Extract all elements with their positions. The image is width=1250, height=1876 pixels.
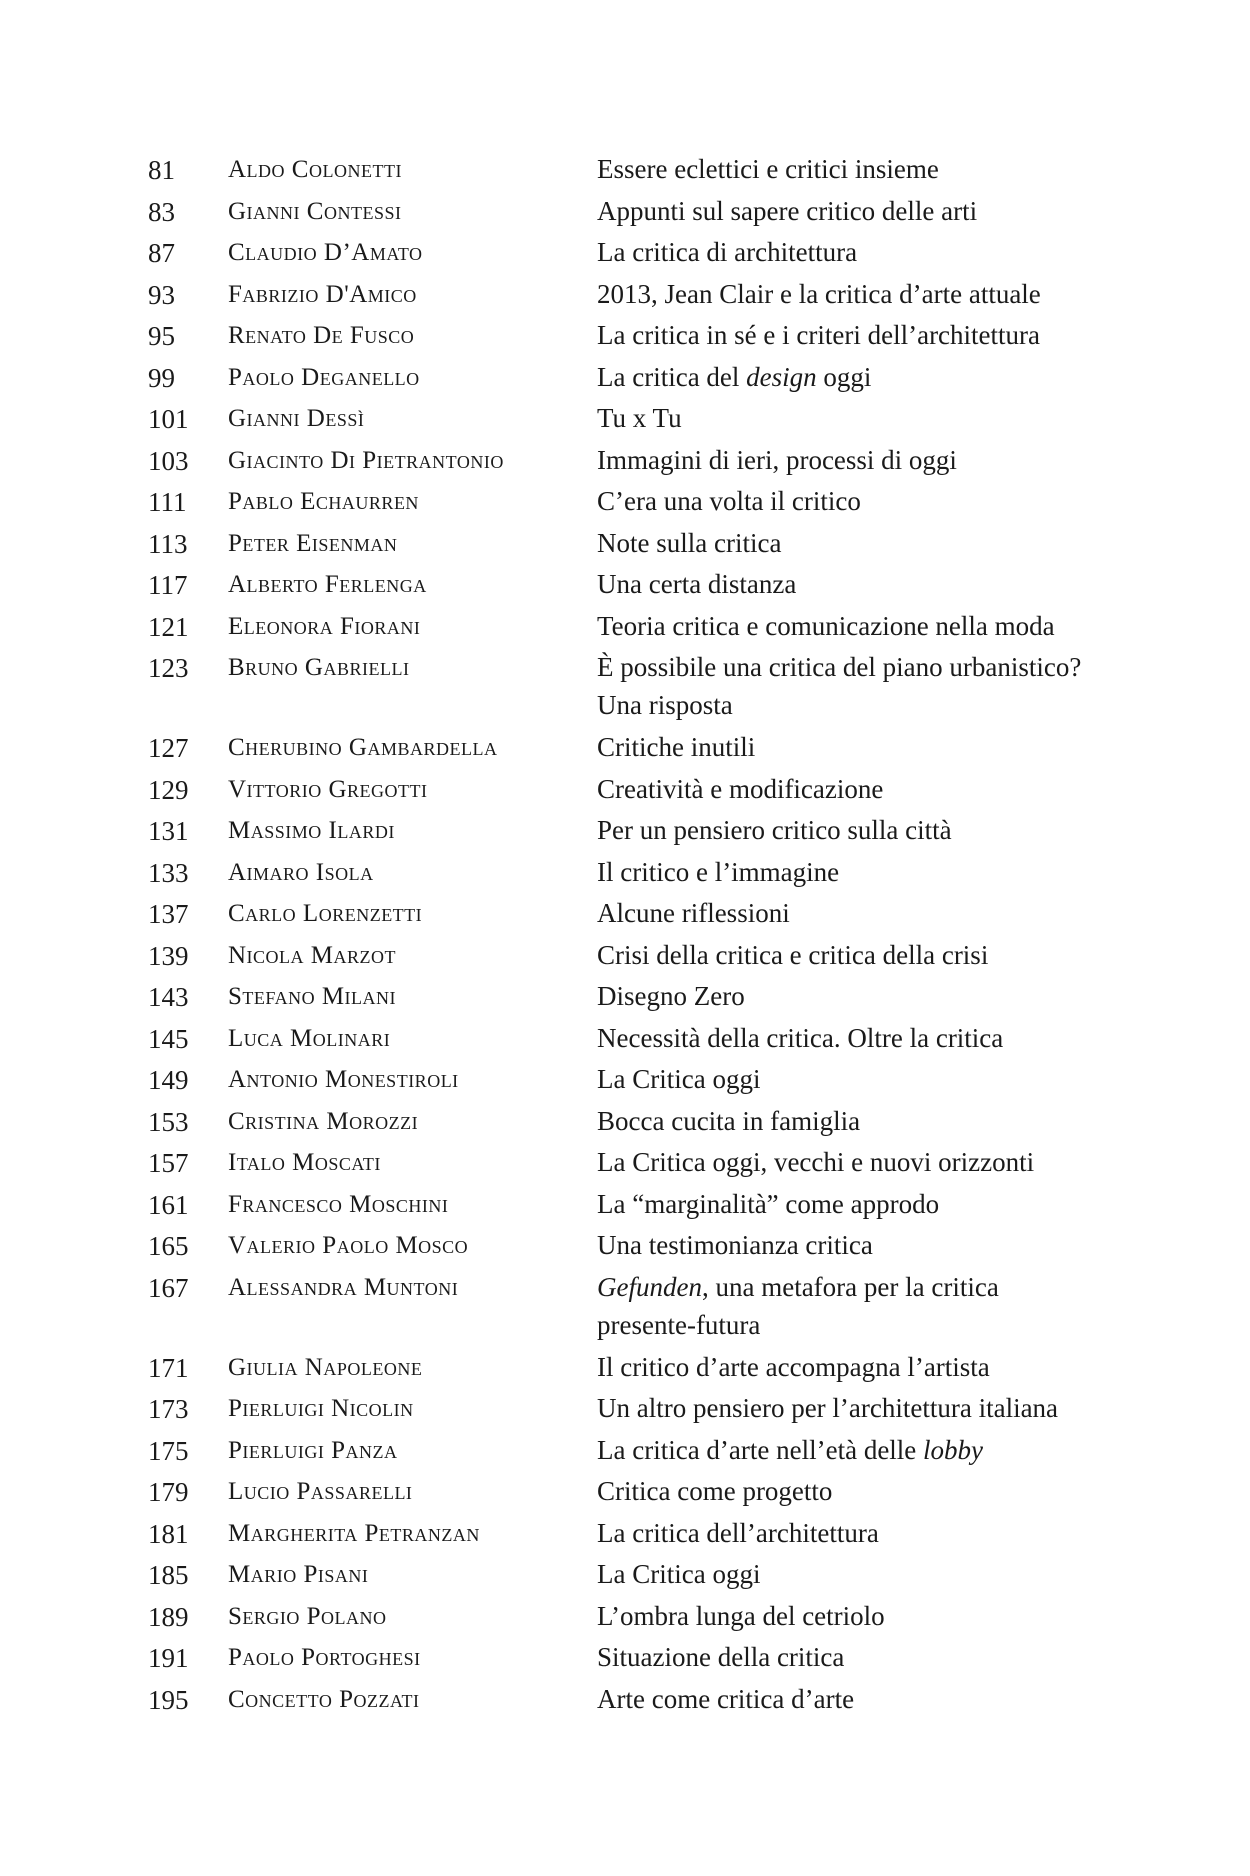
page-number: 179 [148,1477,189,1507]
page-number: 117 [148,570,188,600]
page-number: 143 [148,982,189,1012]
page-number: 101 [148,404,189,434]
toc-entry [0,565,1250,607]
essay-title: Situazione della critica [597,1642,845,1672]
author-name: Cherubino Gambardella [228,734,498,761]
page-number: 167 [148,1272,189,1303]
toc-entry [0,1143,1250,1185]
essay-title: Essere eclettici e critici insieme [597,154,939,184]
page-number: 129 [148,774,189,805]
author-name: Sergio Polano [228,1602,387,1630]
page-number: 83 [148,196,175,227]
author-name: Paolo Portoghesi [228,1644,421,1671]
essay-title: La critica di architettura [597,237,858,267]
page-number: 133 [148,857,189,888]
toc-entry [0,1185,1250,1227]
page-number: 165 [148,1231,189,1261]
essay-title: Alcune riflessioni [597,898,790,928]
toc-entry [0,1638,1250,1680]
toc-entry [0,770,1250,812]
essay-title: Tu x Tu [597,403,682,433]
essay-title: Una certa distanza [597,569,797,599]
essay-title: Crisi della critica e critica della crisi [597,939,989,970]
toc-entry [0,607,1250,649]
page-number: 149 [148,1065,189,1095]
essay-title: La Critica oggi, vecchi e nuovi orizzonti [597,1147,1035,1177]
author-name: Carlo Lorenzetti [228,900,423,927]
author-name: Vittorio Gregotti [228,775,428,803]
page-number: 173 [148,1394,189,1424]
table-of-contents [0,150,1250,1721]
essay-title: La critica d’arte nell’età delle lobby [597,1434,984,1465]
toc-entry [0,192,1250,234]
toc-entry [0,853,1250,895]
essay-title: La Critica oggi [597,1064,761,1094]
toc-entry [0,1348,1250,1390]
toc-entry [0,482,1250,524]
author-name: Aimaro Isola [228,858,374,886]
toc-entry [0,1555,1250,1597]
toc-entry [0,1680,1250,1722]
toc-entry [0,316,1250,358]
toc-entry [0,1268,1250,1348]
page-number: 127 [148,733,189,763]
author-name: Aldo Colonetti [228,156,402,183]
author-name: Gianni Contessi [228,197,402,225]
author-name: Stefano Milani [228,983,397,1010]
page-number: 181 [148,1518,189,1549]
author-name: Pierluigi Panza [228,1436,398,1464]
essay-title: 2013, Jean Clair e la critica d’arte attuale [597,278,1041,309]
toc-entry [0,1514,1250,1556]
author-name: Pablo Echaurren [228,488,419,515]
page-number: 87 [148,238,175,268]
toc-entry [0,894,1250,936]
essay-title: Arte come critica d’arte [597,1683,855,1714]
author-name: Francesco Moschini [228,1190,449,1218]
page-number: 191 [148,1643,189,1673]
author-name: Cristina Morozzi [228,1107,419,1135]
page-number: 145 [148,1023,189,1054]
page-number: 137 [148,899,189,929]
essay-title: Disegno Zero [597,981,745,1011]
author-name: Massimo Ilardi [228,817,395,844]
author-name: Pierluigi Nicolin [228,1395,414,1422]
author-name: Valerio Paolo Mosco [228,1232,469,1259]
author-name: Peter Eisenman [228,529,398,557]
toc-entry [0,233,1250,275]
page-number: 121 [148,611,189,642]
author-name: Lucio Passarelli [228,1478,413,1505]
author-name: Renato De Fusco [228,322,415,349]
page-number: 189 [148,1601,189,1632]
toc-entry [0,977,1250,1019]
toc-entry [0,936,1250,978]
toc-entry [0,1431,1250,1473]
essay-title: La critica in sé e i criteri dell’architettura [597,320,1041,350]
author-name: Alberto Ferlenga [228,571,427,598]
essay-title: L’ombra lunga del cetriolo [597,1600,885,1631]
page-number: 185 [148,1560,189,1590]
toc-entry [0,441,1250,483]
essay-title: La critica del design oggi [597,361,872,392]
essay-title: Critica come progetto [597,1476,833,1506]
author-name: Claudio D’Amato [228,239,423,266]
essay-title: Per un pensiero critico sulla città [597,815,952,845]
author-name: Giacinto Di Pietrantonio [228,446,504,474]
author-name: Alessandra Muntoni [228,1273,459,1301]
toc-entry [0,728,1250,770]
page-number: 175 [148,1435,189,1466]
toc-entry [0,1597,1250,1639]
author-name: Margherita Petranzan [228,1519,480,1547]
toc-entry [0,150,1250,192]
author-name: Italo Moscati [228,1149,381,1176]
page-number: 157 [148,1148,189,1178]
author-name: Mario Pisani [228,1561,369,1588]
essay-title: Immagini di ieri, processi di oggi [597,444,957,475]
page-number: 99 [148,362,175,393]
essay-title: Note sulla critica [597,527,782,558]
author-name: Concetto Pozzati [228,1685,420,1713]
page-number: 81 [148,155,175,185]
essay-title: La critica dell’architettura [597,1517,879,1548]
toc-entry [0,1019,1250,1061]
essay-title: Gefunden, una metafora per la critica presente-futura [597,1271,999,1340]
author-name: Nicola Marzot [228,941,397,969]
author-name: Antonio Monestiroli [228,1066,459,1093]
toc-entry [0,1226,1250,1268]
essay-title: Bocca cucita in famiglia [597,1105,861,1136]
page-number: 123 [148,653,189,683]
essay-title: Il critico e l’immagine [597,856,840,887]
page-number: 93 [148,279,175,310]
toc-entry [0,1472,1250,1514]
toc-entry [0,648,1250,728]
essay-title: Necessità della critica. Oltre la critica [597,1022,1004,1053]
toc-entry [0,358,1250,400]
author-name: Gianni Dessì [228,405,365,432]
toc-entry [0,1389,1250,1431]
page-number: 171 [148,1352,189,1383]
page-number: 195 [148,1684,189,1715]
essay-title: Teoria critica e comunicazione nella moda [597,610,1055,641]
author-name: Fabrizio D'Amico [228,280,417,308]
toc-entry [0,524,1250,566]
page-number: 131 [148,816,189,846]
essay-title: Il critico d’arte accompagna l’artista [597,1351,990,1382]
toc-entry [0,1060,1250,1102]
page-number: 153 [148,1106,189,1137]
page-number: 103 [148,445,189,476]
essay-title: Un altro pensiero per l’architettura italiana [597,1393,1059,1423]
author-name: Bruno Gabrielli [228,654,410,681]
essay-title: Critiche inutili [597,732,756,762]
author-name: Luca Molinari [228,1024,391,1052]
essay-title: Appunti sul sapere critico delle arti [597,195,978,226]
author-name: Eleonora Fiorani [228,612,421,640]
essay-title: La “marginalità” come approdo [597,1188,940,1219]
toc-entry [0,275,1250,317]
page-number: 111 [148,487,187,517]
page-number: 139 [148,940,189,971]
page-number: 161 [148,1189,189,1220]
author-name: Giulia Napoleone [228,1353,423,1381]
essay-title: La Critica oggi [597,1559,761,1589]
essay-title: Creatività e modificazione [597,773,884,804]
page-number: 113 [148,528,188,559]
author-name: Paolo Deganello [228,363,420,391]
toc-entry [0,1102,1250,1144]
essay-title: C’era una volta il critico [597,486,861,516]
essay-title: È possibile una critica del piano urbanistico? Una risposta [597,652,1082,720]
toc-entry [0,399,1250,441]
page-number: 95 [148,321,175,351]
essay-title: Una testimonianza critica [597,1230,873,1260]
toc-entry [0,811,1250,853]
